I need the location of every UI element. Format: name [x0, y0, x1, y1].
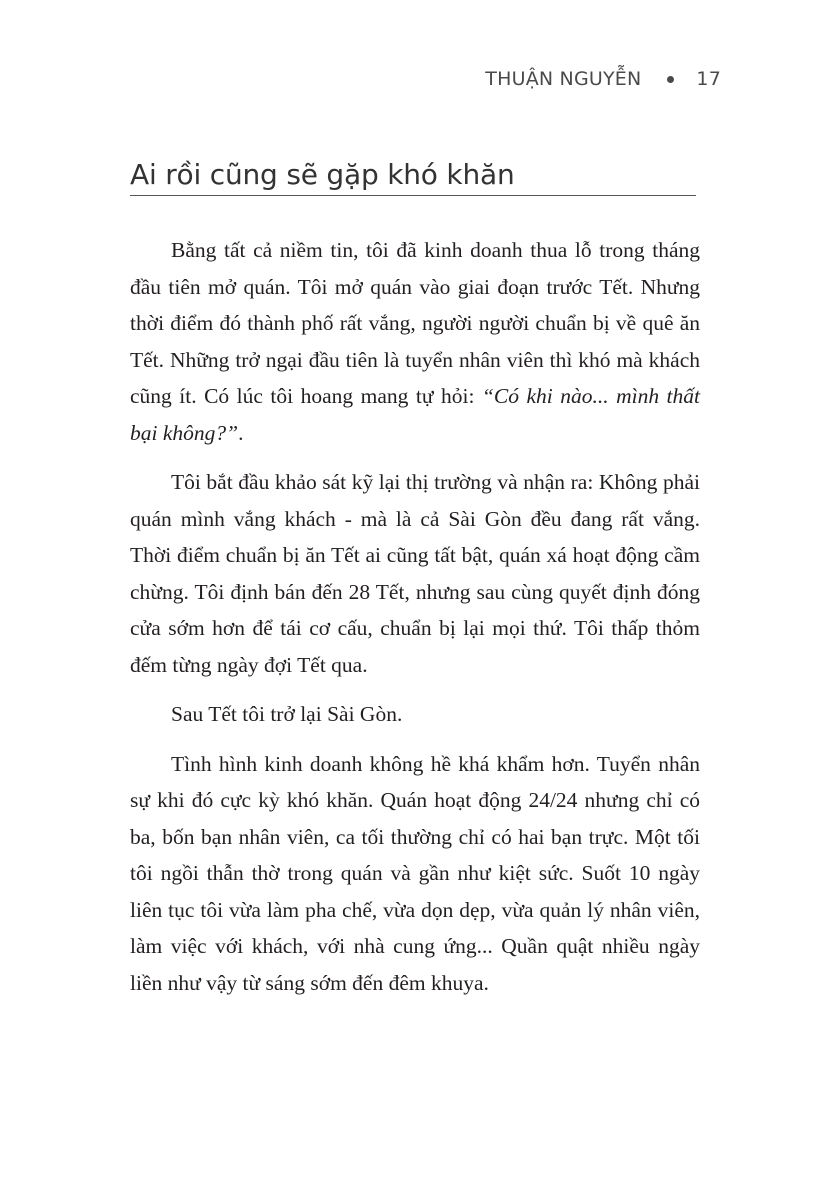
paragraph-2: Tôi bắt đầu khảo sát kỹ lại thị trường và nhận ra: Không phải quán mình vắng khách - mà là cả Sài Gòn đều đang rất vắng. Thời điểm chuẩn bị ăn Tết ai cũng tất bật, quán xá hoạt động cầm chừng. Tôi định bán đến 28 Tết, nhưng sau cùng quyết định đóng cửa sớm hơn để tái cơ cấu, chuẩn bị lại mọi thứ. Tôi thấp thỏm đếm từng ngày đợi Tết qua. — [130, 470, 700, 677]
bullet-separator-icon — [667, 76, 674, 83]
chapter-title: Ai rồi cũng sẽ gặp khó khăn — [130, 158, 696, 196]
body-text — [130, 232, 700, 1014]
paragraph-3: Sau Tết tôi trở lại Sài Gòn. — [171, 702, 403, 726]
running-header — [485, 68, 721, 90]
inner-monologue-quote: “Có khi nào... mình thất bại không?” — [130, 384, 700, 445]
paragraph-1: Bằng tất cả niềm tin, tôi đã kinh doanh thua lỗ trong tháng đầu tiên mở quán. Tôi mở quán vào giai đoạn trước Tết. Nhưng thời điểm đó thành phố rất vắng, người người chuẩn bị về quê ăn Tết. Những trở ngại đầu tiên là tuyển nhân viên thì khó mà khách cũng ít. Có lúc tôi hoang mang tự hỏi: “Có khi nào... mình thất bại không?”. — [130, 238, 700, 445]
page-number: 17 — [696, 68, 721, 90]
author-name: THUẬN NGUYỄN — [485, 68, 642, 90]
paragraph-4: Tình hình kinh doanh không hề khá khẩm hơn. Tuyển nhân sự khi đó cực kỳ khó khăn. Quán hoạt động 24/24 nhưng chỉ có ba, bốn bạn nhân viên, ca tối thường chỉ có hai bạn trực. Một tối tôi ngồi thẫn thờ trong quán và gần như kiệt sức. Suốt 10 ngày liên tục tôi vừa làm pha chế, vừa dọn dẹp, vừa quản lý nhân viên, làm việc với khách, với nhà cung ứng... Quần quật nhiều ngày liền như vậy từ sáng sớm đến đêm khuya. — [130, 751, 700, 995]
